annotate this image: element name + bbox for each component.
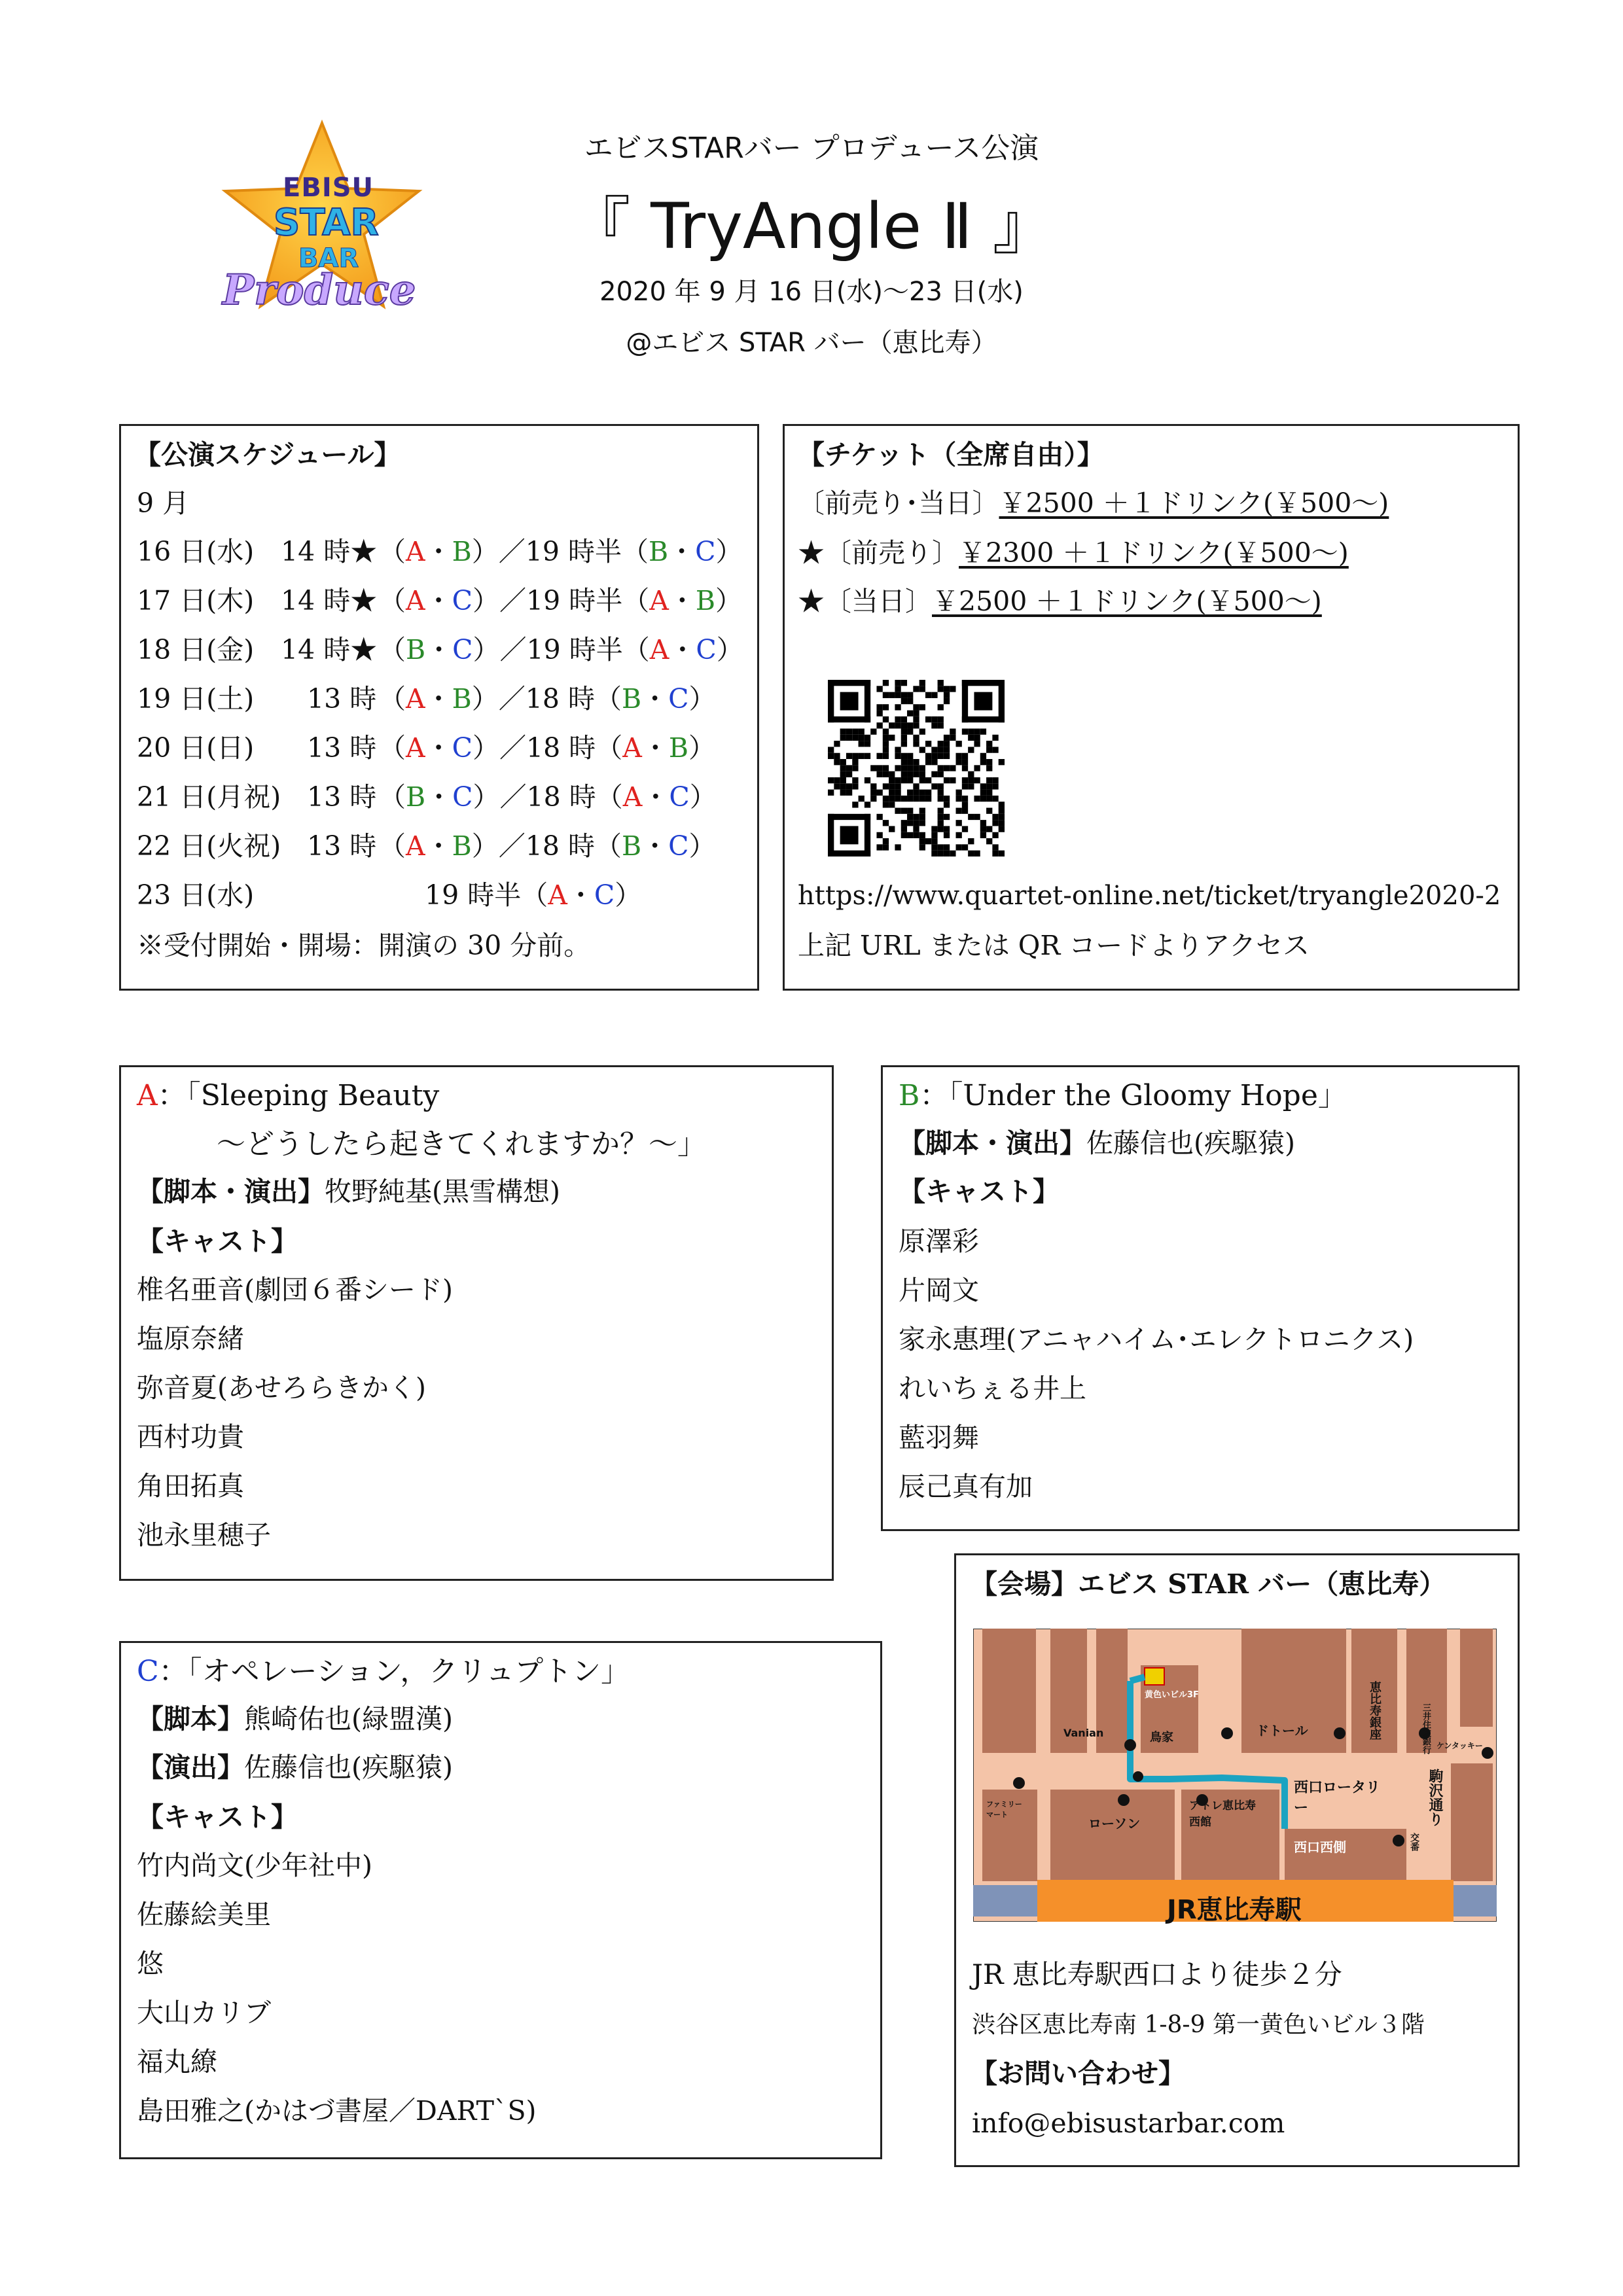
schedule-row: 21 日(月祝) 13 時（B・C）／18 時（A・C） bbox=[137, 781, 717, 813]
cast-member: 弥音夏(あせろらきかく) bbox=[137, 1372, 426, 1404]
page-subtitle: エビスSTARバー プロデュース公演 bbox=[584, 132, 1039, 165]
schedule-play: A bbox=[406, 683, 425, 715]
ticket-row-3-label: ★〔当日〕 bbox=[798, 586, 932, 617]
schedule-play: C bbox=[668, 683, 689, 715]
cast-member: れいちぇる井上 bbox=[899, 1373, 1086, 1404]
schedule-row: 23 日(水) 19 時半（A・C） bbox=[137, 879, 642, 911]
schedule-day: 22 日(火祝) bbox=[137, 830, 281, 862]
play-b-title bbox=[899, 1079, 1347, 1112]
schedule-play: C bbox=[696, 634, 717, 665]
ticket-box bbox=[783, 424, 1520, 991]
play-a-credit bbox=[137, 1178, 560, 1205]
map-label-kentucky: ケンタッキー bbox=[1436, 1741, 1483, 1750]
play-a-title-line2: ～どうしたら起きてくれますか？～」 bbox=[217, 1127, 706, 1161]
map-label-mitsui: 三井住友銀行 bbox=[1421, 1703, 1431, 1754]
ticket-row-2-label: ★〔前売り〕 bbox=[798, 537, 959, 569]
contact-email[interactable]: info@ebisustarbar.com bbox=[972, 2108, 1285, 2139]
cast-member: 椎名亜音(劇団６番シード) bbox=[137, 1274, 453, 1305]
play-c-direct-value: 佐藤信也(疾駆猿) bbox=[244, 1752, 453, 1783]
ticket-row-3-price: ￥2500 ＋１ドリンク(￥500～) bbox=[932, 586, 1322, 617]
schedule-row: 17 日(木) 14 時★（A・C）／19 時半（A・B） bbox=[137, 585, 742, 616]
play-c-direct-label: 【演出】 bbox=[137, 1752, 244, 1783]
logo-text-star: STAR bbox=[274, 202, 379, 244]
contact-heading: 【お問い合わせ】 bbox=[971, 2058, 1185, 2089]
ticket-heading: 【チケット（全席自由）】 bbox=[798, 439, 1104, 470]
schedule-play: A bbox=[406, 830, 425, 862]
play-b-box bbox=[881, 1065, 1520, 1531]
schedule-time-1: 13 時 bbox=[307, 781, 377, 813]
map-label-ginkou: 恵比寿銀座 bbox=[1368, 1681, 1382, 1740]
venue-heading: 【会場】エビス STAR バー（恵比寿） bbox=[971, 1568, 1446, 1600]
venue-box bbox=[954, 1553, 1520, 2167]
event-dates: 2020 年 9 月 16 日(水)～23 日(水) bbox=[599, 277, 1024, 307]
schedule-time-2: ／19 時半 bbox=[498, 536, 622, 567]
schedule-play: C bbox=[452, 634, 473, 665]
ticket-row-3 bbox=[798, 588, 1322, 615]
schedule-play: A bbox=[406, 585, 425, 616]
schedule-play: B bbox=[406, 634, 426, 665]
schedule-time-1: 14 時★ bbox=[281, 634, 378, 665]
schedule-play: C bbox=[668, 830, 689, 862]
schedule-box bbox=[119, 424, 759, 991]
schedule-day: 17 日(木) bbox=[137, 585, 255, 616]
map-label-rotary: 西口ロータリー bbox=[1294, 1780, 1381, 1816]
map-label-torikizoku: 鳥家 bbox=[1150, 1731, 1173, 1744]
schedule-time-1: 14 時★ bbox=[281, 585, 378, 616]
map-graphic bbox=[973, 1629, 1497, 1922]
play-a-credit-label: 【脚本・演出】 bbox=[137, 1176, 325, 1207]
cast-member: 角田拓真 bbox=[137, 1470, 244, 1502]
play-b-cast-heading: 【キャスト】 bbox=[899, 1176, 1060, 1207]
cast-member: 竹内尚文(少年社中) bbox=[137, 1850, 372, 1881]
schedule-note: ※受付開始・開場：開演の 30 分前。 bbox=[137, 930, 591, 961]
play-c-title bbox=[137, 1657, 630, 1686]
ticket-url[interactable]: https://www.quartet-online.net/ticket/tryangle2020-2 bbox=[798, 881, 1501, 911]
map-label-station: JR恵比寿駅 bbox=[1167, 1895, 1302, 1925]
map-label-koban: 交番 bbox=[1409, 1833, 1419, 1851]
schedule-day: 21 日(月祝) bbox=[137, 781, 281, 813]
play-b-title-line1: ：「Under the Gloomy Hope」 bbox=[919, 1079, 1347, 1112]
schedule-row: 20 日(日) 13 時（A・C）／18 時（A・B） bbox=[137, 732, 715, 764]
play-a-letter: A bbox=[137, 1079, 158, 1112]
schedule-time-2: ／19 時半 bbox=[499, 585, 623, 616]
schedule-play: B bbox=[452, 536, 472, 567]
schedule-play: A bbox=[406, 732, 425, 764]
cast-member: 原澤彩 bbox=[899, 1226, 979, 1257]
play-c-script-label: 【脚本】 bbox=[137, 1703, 244, 1735]
cast-member: 池永里穂子 bbox=[137, 1519, 271, 1551]
schedule-play: C bbox=[695, 536, 716, 567]
schedule-play: C bbox=[452, 732, 473, 764]
event-venue: @エビス STAR バー（恵比寿） bbox=[626, 328, 997, 358]
schedule-play: B bbox=[406, 781, 426, 813]
map-label-atre: アトレ恵比寿西館 bbox=[1189, 1799, 1256, 1829]
schedule-play: A bbox=[622, 781, 643, 813]
cast-member: 悠 bbox=[137, 1948, 164, 1979]
play-c-title-line1: ：「オペレーション，クリュプトン」 bbox=[158, 1655, 630, 1688]
venue-address: 渋谷区恵比寿南 1-8-9 第一黄色いビル３階 bbox=[972, 2011, 1425, 2038]
venue-map[interactable] bbox=[973, 1629, 1497, 1925]
schedule-time-2: ／18 時 bbox=[498, 830, 595, 862]
venue-access: JR 恵比寿駅西口より徒歩２分 bbox=[972, 1958, 1342, 1990]
schedule-time-1: 14 時★ bbox=[281, 536, 378, 567]
schedule-play: C bbox=[452, 781, 473, 813]
play-a-cast-heading: 【キャスト】 bbox=[137, 1226, 298, 1257]
map-label-komazawa: 駒沢通り bbox=[1427, 1769, 1443, 1826]
play-a-title-line1: ：「Sleeping Beauty bbox=[157, 1079, 440, 1112]
schedule-time-1: 13 時 bbox=[307, 830, 377, 862]
qr-code-icon[interactable] bbox=[828, 680, 1005, 857]
schedule-day: 16 日(水) bbox=[137, 536, 255, 567]
cast-member: 福丸繚 bbox=[137, 2046, 217, 2077]
schedule-time-2: 19 時半 bbox=[425, 879, 522, 911]
schedule-play: C bbox=[669, 781, 690, 813]
map-label-lawson: ローソン bbox=[1088, 1816, 1141, 1831]
schedule-play: B bbox=[648, 536, 669, 567]
page-title: 『 TryAngle Ⅱ 』 bbox=[567, 190, 1056, 263]
schedule-row: 22 日(火祝) 13 時（A・B）／18 時（B・C） bbox=[137, 830, 716, 862]
play-c-script-value: 熊崎佑也(緑盟漢) bbox=[244, 1703, 453, 1735]
cast-member: 西村功貴 bbox=[137, 1421, 244, 1453]
schedule-play: A bbox=[649, 634, 669, 665]
map-label-nishiguchi: 西口西側 bbox=[1294, 1839, 1346, 1855]
cast-member: 藍羽舞 bbox=[899, 1422, 979, 1453]
schedule-play: A bbox=[406, 536, 425, 567]
schedule-play: B bbox=[621, 830, 642, 862]
map-label-doutor: ドトール bbox=[1256, 1723, 1308, 1739]
play-a-credit-value: 牧野純基(黒雪構想) bbox=[325, 1176, 560, 1207]
play-c-box bbox=[119, 1641, 882, 2159]
ticket-row-1-label: 〔前売り･当日〕 bbox=[798, 487, 999, 519]
schedule-play: B bbox=[621, 683, 642, 715]
cast-member: 家永惠理(アニャハイム･エレクトロニクス) bbox=[899, 1324, 1414, 1355]
cast-member: 塩原奈緒 bbox=[137, 1323, 244, 1354]
play-c-cast-heading: 【キャスト】 bbox=[137, 1801, 298, 1833]
map-label-vanian: Vanian bbox=[1063, 1727, 1104, 1739]
play-b-credit-label: 【脚本・演出】 bbox=[899, 1127, 1086, 1159]
play-b-letter: B bbox=[899, 1079, 920, 1112]
logo-text-produce: Produce bbox=[223, 266, 416, 315]
play-a-title bbox=[137, 1079, 440, 1112]
cast-member: 辰己真有加 bbox=[899, 1471, 1033, 1502]
schedule-day: 20 日(日) bbox=[137, 732, 255, 764]
map-label-family: ファミリーマート bbox=[986, 1800, 1022, 1819]
cast-member: 島田雅之(かはづ書屋／DART`S) bbox=[137, 2095, 537, 2127]
schedule-play: B bbox=[452, 830, 472, 862]
ticket-row-2 bbox=[798, 537, 1349, 569]
play-c-letter: C bbox=[137, 1655, 159, 1688]
ticket-row-1-price: ￥2500 ＋１ドリンク(￥500～) bbox=[999, 487, 1389, 519]
map-label-building: 黄色いビル3F bbox=[1145, 1690, 1199, 1700]
logo-text-bar: BAR bbox=[298, 243, 359, 274]
play-c-script bbox=[137, 1703, 453, 1735]
schedule-time-2: ／18 時 bbox=[499, 732, 596, 764]
schedule-play: B bbox=[668, 732, 688, 764]
schedule-time-2: ／18 時 bbox=[499, 781, 596, 813]
cast-member: 佐藤絵美里 bbox=[137, 1899, 271, 1930]
ticket-url-note: 上記 URL または QR コードよりアクセス bbox=[798, 930, 1310, 961]
schedule-play: C bbox=[594, 879, 615, 911]
schedule-row: 18 日(金) 14 時★（B・C）／19 時半（A・C） bbox=[137, 634, 743, 665]
schedule-month: 9 月 bbox=[137, 487, 190, 519]
schedule-day: 19 日(土) bbox=[137, 683, 255, 715]
schedule-row: 16 日(水) 14 時★（A・B）／19 時半（B・C） bbox=[137, 536, 743, 567]
ticket-row-2-price: ￥2300 ＋１ドリンク(￥500～) bbox=[959, 537, 1349, 569]
schedule-play: A bbox=[622, 732, 642, 764]
play-a-box bbox=[119, 1065, 834, 1581]
schedule-time-2: ／19 時半 bbox=[499, 634, 623, 665]
ticket-row-1 bbox=[798, 487, 1389, 519]
cast-member: 大山カリブ bbox=[137, 1997, 271, 2028]
schedule-play: A bbox=[548, 879, 567, 911]
schedule-day: 18 日(金) bbox=[137, 634, 255, 665]
play-c-direct bbox=[137, 1754, 453, 1781]
cast-member: 片岡文 bbox=[899, 1275, 979, 1306]
schedule-play: B bbox=[452, 683, 472, 715]
logo-text-ebisu: EBISU bbox=[283, 173, 374, 203]
schedule-play: A bbox=[649, 585, 669, 616]
schedule-play: B bbox=[695, 585, 715, 616]
schedule-time-1: 13 時 bbox=[307, 683, 377, 715]
schedule-heading: 【公演スケジュール】 bbox=[134, 439, 401, 470]
schedule-day: 23 日(水) bbox=[137, 879, 255, 911]
schedule-play: C bbox=[452, 585, 473, 616]
play-b-credit bbox=[899, 1127, 1295, 1159]
schedule-row: 19 日(土) 13 時（A・B）／18 時（B・C） bbox=[137, 683, 716, 715]
play-b-credit-value: 佐藤信也(疾駆猿) bbox=[1086, 1127, 1295, 1159]
schedule-time-2: ／18 時 bbox=[498, 683, 595, 715]
schedule-time-1: 13 時 bbox=[307, 732, 377, 764]
